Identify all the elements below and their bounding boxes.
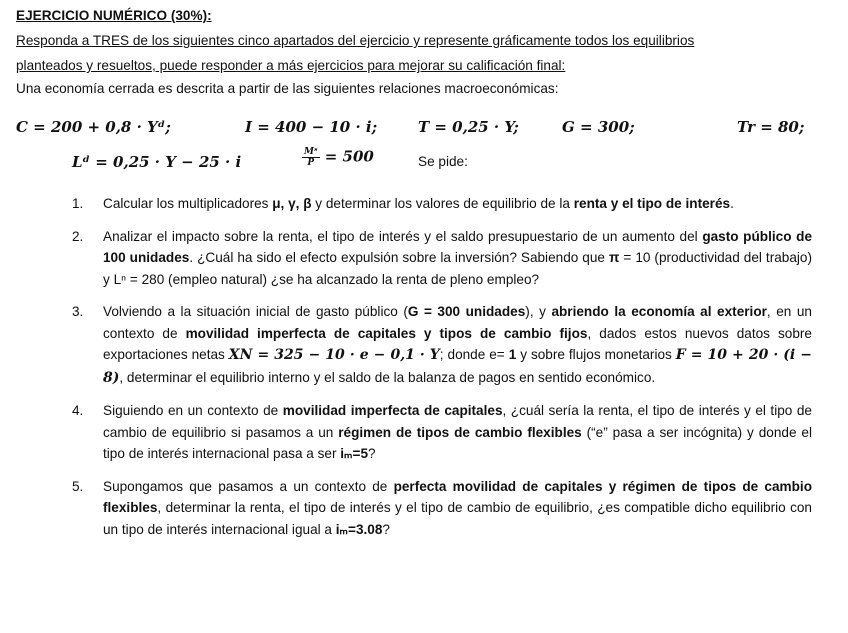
net-exports-formula: XN = 325 − 10 · e − 0,1 · Y <box>228 347 440 363</box>
money-supply-fraction <box>302 147 320 168</box>
item-bold: gasto público de 100 unidades <box>103 228 812 265</box>
transfers-equation: Tr = 80; <box>737 118 805 136</box>
item-bold: iₘ=5 <box>340 446 369 461</box>
list-item <box>72 301 812 389</box>
consumption-equation: C = 200 + 0,8 · Yᵈ; <box>16 118 171 136</box>
instructions-line-1: Responda a TRES de los siguientes cinco apartados del ejercicio y represente gráficamente todos los equilibrios <box>16 33 695 48</box>
item-text: (“e” pasa a ser incógnita) y donde el tipo de interés internacional pasa a ser <box>103 424 812 461</box>
item-number: 5. <box>72 478 84 494</box>
item-number: 2. <box>72 228 84 244</box>
item-bold: μ, γ, β <box>272 196 312 211</box>
item-text: ), y <box>525 304 552 319</box>
item-text: . ¿Cuál ha sido el efecto expulsión sobre la inversión? Sabiendo que <box>189 250 609 265</box>
investment-equation: I = 400 − 10 · i; <box>245 118 378 136</box>
list-item <box>72 226 812 291</box>
item-text: y sobre flujos monetarios <box>516 347 676 362</box>
intro-text: Una economía cerrada es descrita a partir de las siguientes relaciones macroeconómicas: <box>16 81 559 96</box>
item-text: , en un contexto de <box>103 304 812 341</box>
item-number: 1. <box>72 196 84 211</box>
item-text: , determinar la renta, el tipo de interés y el tipo de cambio de equilibrio, ¿es compatible dicho equilibrio con un tipo de interés internacional igual a <box>103 500 812 537</box>
exercise-title: EJERCICIO NUMÉRICO (30%): <box>16 8 212 23</box>
money-supply-numerator: Mˢ <box>304 147 318 157</box>
item-text: , ¿cuál sería la renta, el tipo de interés y el tipo de cambio de equilibrio si pasamos a un <box>103 403 812 440</box>
item-bold: abriendo la economía al exterior <box>551 304 767 319</box>
questions-list <box>72 193 812 551</box>
item-bold: movilidad imperfecta de capitales <box>282 403 503 418</box>
item-text: ? <box>382 521 390 537</box>
capital-flows-formula: F = 10 + 20 · (i − 8) <box>103 347 812 386</box>
item-text: Calcular los multiplicadores <box>103 196 273 211</box>
money-supply-denominator: P <box>307 158 315 168</box>
tax-equation: T = 0,25 · Y; <box>418 118 519 136</box>
item-bold: 1 <box>508 347 517 362</box>
item-text: ; donde e= <box>439 347 509 362</box>
instructions-line-2: planteados y resueltos, puede responder a más ejercicios para mejorar su calificación final: <box>16 58 566 73</box>
item-bold: iₘ=3.08 <box>335 521 383 537</box>
item-text: Supongamos que pasamos a un contexto de <box>103 478 394 494</box>
item-text: , determinar el equilibrio interno y el saldo de la balanza de pagos en sentido económico. <box>119 369 656 385</box>
item-text: , dados estos nuevos datos sobre exportaciones netas <box>103 325 812 362</box>
money-supply-equation <box>302 147 374 168</box>
list-item <box>72 400 812 465</box>
item-bold: movilidad imperfecta de capitales y tipos de cambio fijos <box>185 325 588 341</box>
item-bold: régimen de tipos de cambio flexibles <box>338 424 582 440</box>
item-text: Siguiendo en un contexto de <box>103 403 283 418</box>
item-bold: G = 300 unidades <box>407 304 526 319</box>
se-pide-label: Se pide: <box>418 154 468 169</box>
item-text: Volviendo a la situación inicial de gasto público ( <box>103 304 408 319</box>
list-item <box>72 193 812 215</box>
item-text: y determinar los valores de equilibrio de la <box>311 196 574 211</box>
item-text: Analizar el impacto sobre la renta, el tipo de interés y el saldo presupuestario de un aumento del <box>103 228 703 244</box>
item-bold: renta y el tipo de interés <box>573 196 731 211</box>
government-equation: G = 300; <box>562 118 635 136</box>
item-text: = 10 (productividad del trabajo) y Lⁿ = 280 (empleo natural) ¿se ha alcanzado la renta de pleno empleo? <box>103 250 813 287</box>
item-text: ? <box>368 446 376 461</box>
item-bold: π <box>608 250 620 265</box>
item-text: . <box>730 196 734 211</box>
money-supply-value: = 500 <box>324 147 374 166</box>
item-bold: perfecta movilidad de capitales y régimen de tipos de cambio flexibles <box>103 478 813 515</box>
list-item <box>72 476 812 541</box>
item-number: 3. <box>72 304 84 319</box>
item-number: 4. <box>72 403 84 418</box>
money-demand-equation: Lᵈ = 0,25 · Y − 25 · i <box>72 153 242 171</box>
